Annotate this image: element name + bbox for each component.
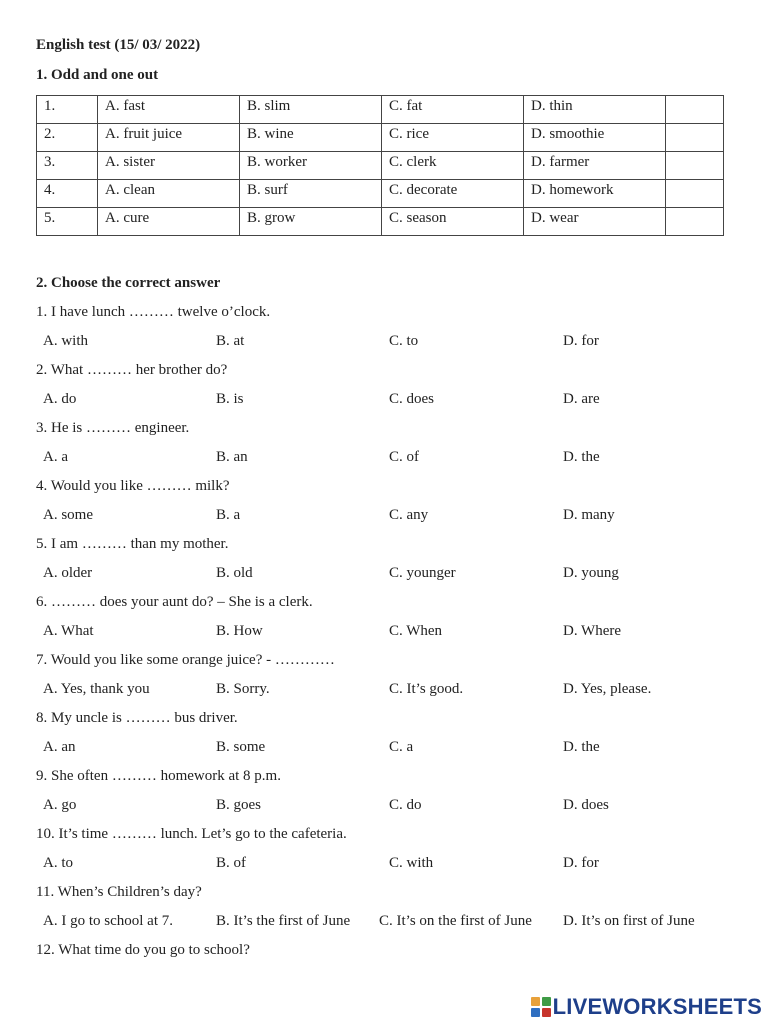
answer-option-a[interactable]: A. an (43, 739, 76, 755)
question-text: 5. I am ……… than my mother. (36, 536, 229, 552)
answer-option-b[interactable]: B. an (216, 449, 248, 465)
answer-option-b[interactable]: B. of (216, 855, 246, 871)
answer-option-c[interactable]: C. It’s good. (389, 681, 464, 697)
answer-option-a[interactable]: A. do (43, 391, 77, 407)
answer-cell[interactable] (666, 208, 724, 236)
question-text: 3. He is ……… engineer. (36, 420, 190, 436)
answer-option-d[interactable]: D. the (563, 449, 600, 465)
option-c: C. fat (382, 96, 524, 124)
row-number: 3. (37, 152, 98, 180)
answer-option-c[interactable]: C. does (389, 391, 434, 407)
answer-option-c[interactable]: C. to (389, 333, 419, 349)
question-text: 10. It’s time ……… lunch. Let’s go to the cafeteria. (36, 826, 347, 842)
answer-option-d[interactable]: D. the (563, 739, 600, 755)
answer-option-c[interactable]: C. any (389, 507, 429, 523)
option-d: D. homework (524, 180, 666, 208)
option-b: B. wine (240, 124, 382, 152)
answer-option-d[interactable]: D. young (563, 565, 619, 581)
answer-option-c[interactable]: C. a (389, 739, 414, 755)
question-text: 2. What ……… her brother do? (36, 362, 228, 378)
option-a: A. fast (98, 96, 240, 124)
answer-options (36, 622, 736, 651)
answer-option-c[interactable]: C. younger (389, 565, 456, 581)
answer-options (36, 854, 736, 883)
option-b: B. worker (240, 152, 382, 180)
answer-option-a[interactable]: A. What (43, 623, 94, 639)
logo-square (531, 997, 540, 1006)
option-a: A. cure (98, 208, 240, 236)
answer-options (36, 332, 736, 361)
answer-option-b[interactable]: B. Sorry. (216, 681, 270, 697)
answer-option-c[interactable]: C. When (389, 623, 443, 639)
answer-option-a[interactable]: A. to (43, 855, 73, 871)
section2-heading: 2. Choose the correct answer (36, 275, 221, 291)
option-c: C. season (382, 208, 524, 236)
option-c: C. rice (382, 124, 524, 152)
liveworksheets-watermark (531, 994, 762, 1020)
watermark-text: LIVEWORKSHEETS (552, 994, 762, 1019)
page-title: English test (15/ 03/ 2022) (36, 37, 201, 53)
section1-heading: 1. Odd and one out (36, 67, 159, 83)
answer-option-d[interactable]: D. for (563, 855, 599, 871)
answer-option-a[interactable]: A. a (43, 449, 68, 465)
option-c: C. clerk (382, 152, 524, 180)
answer-option-b[interactable]: B. It’s the first of June (216, 913, 351, 929)
answer-option-a[interactable]: A. Yes, thank you (43, 681, 150, 697)
table-row (37, 124, 724, 152)
question-text: 6. ……… does your aunt do? – She is a clerk. (36, 594, 313, 610)
logo-square (542, 1008, 551, 1017)
question-text: 4. Would you like ……… milk? (36, 478, 230, 494)
answer-option-c[interactable]: C. do (389, 797, 422, 813)
answer-cell[interactable] (666, 124, 724, 152)
answer-option-c[interactable]: C. with (389, 855, 434, 871)
question-text: 11. When’s Children’s day? (36, 884, 202, 900)
option-b: B. slim (240, 96, 382, 124)
answer-option-b[interactable]: B. a (216, 507, 241, 523)
answer-option-c[interactable]: C. It’s on the first of June (379, 913, 532, 929)
answer-option-c[interactable]: C. of (389, 449, 419, 465)
answer-option-a[interactable]: A. go (43, 797, 77, 813)
liveworksheets-logo-icon (531, 997, 551, 1017)
odd-one-out-table (36, 95, 724, 236)
answer-option-d[interactable]: D. for (563, 333, 599, 349)
answer-option-b[interactable]: B. old (216, 565, 253, 581)
answer-option-a[interactable]: A. older (43, 565, 93, 581)
option-a: A. fruit juice (98, 124, 240, 152)
answer-option-a[interactable]: A. with (43, 333, 88, 349)
option-b: B. grow (240, 208, 382, 236)
answer-option-b[interactable]: B. goes (216, 797, 261, 813)
answer-options (36, 738, 736, 767)
logo-square (531, 1008, 540, 1017)
option-c: C. decorate (382, 180, 524, 208)
answer-option-a[interactable]: A. I go to school at 7. (43, 913, 173, 929)
row-number: 1. (37, 96, 98, 124)
answer-option-a[interactable]: A. some (43, 507, 93, 523)
answer-options (36, 448, 736, 477)
question-text: 9. She often ……… homework at 8 p.m. (36, 768, 281, 784)
answer-options (36, 796, 736, 825)
answer-option-b[interactable]: B. is (216, 391, 244, 407)
answer-option-d[interactable]: D. many (563, 507, 615, 523)
option-a: A. sister (98, 152, 240, 180)
row-number: 5. (37, 208, 98, 236)
answer-option-d[interactable]: D. are (563, 391, 600, 407)
question-text: 12. What time do you go to school? (36, 942, 250, 958)
table-row (37, 180, 724, 208)
answer-option-b[interactable]: B. at (216, 333, 245, 349)
row-number: 2. (37, 124, 98, 152)
logo-square (542, 997, 551, 1006)
question-text: 1. I have lunch ……… twelve o’clock. (36, 304, 271, 320)
row-number: 4. (37, 180, 98, 208)
answer-cell[interactable] (666, 96, 724, 124)
answer-option-d[interactable]: D. does (563, 797, 609, 813)
answer-options (36, 506, 736, 535)
option-d: D. farmer (524, 152, 666, 180)
answer-options (36, 912, 736, 941)
question-text: 7. Would you like some orange juice? - ………… (36, 652, 335, 668)
answer-options (36, 390, 736, 419)
option-a: A. clean (98, 180, 240, 208)
answer-cell[interactable] (666, 180, 724, 208)
answer-options (36, 564, 736, 593)
table-row (37, 152, 724, 180)
answer-options (36, 680, 736, 709)
answer-cell[interactable] (666, 152, 724, 180)
questions-list (36, 303, 736, 970)
answer-option-d[interactable]: D. It’s on first of June (563, 913, 695, 929)
table-row (37, 208, 724, 236)
option-d: D. thin (524, 96, 666, 124)
table-row (37, 96, 724, 124)
option-d: D. wear (524, 208, 666, 236)
answer-option-d[interactable]: D. Where (563, 623, 622, 639)
answer-option-d[interactable]: D. Yes, please. (563, 681, 652, 697)
question-text: 8. My uncle is ……… bus driver. (36, 710, 238, 726)
answer-option-b[interactable]: B. How (216, 623, 263, 639)
answer-option-b[interactable]: B. some (216, 739, 266, 755)
option-b: B. surf (240, 180, 382, 208)
option-d: D. smoothie (524, 124, 666, 152)
